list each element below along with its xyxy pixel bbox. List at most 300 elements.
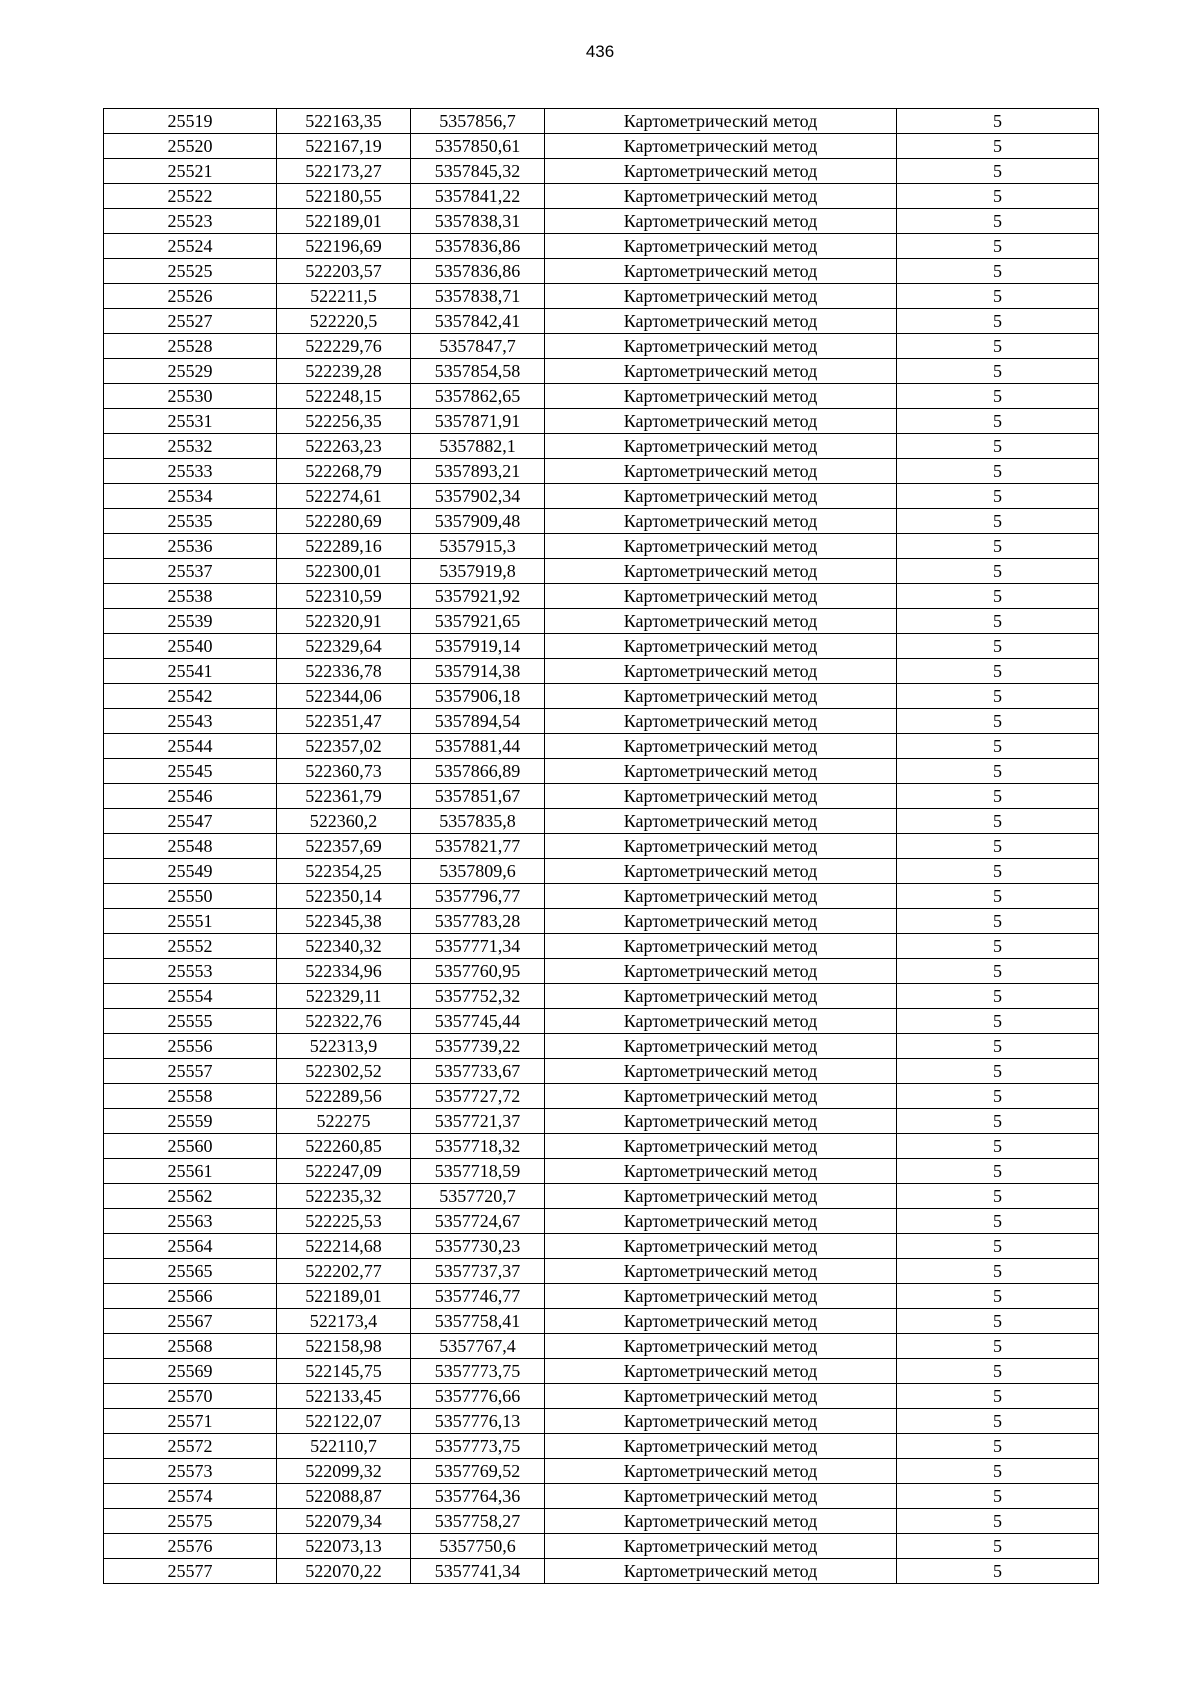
y-coordinate-cell: 5357764,36 <box>411 1484 545 1509</box>
accuracy-cell: 5 <box>897 709 1099 734</box>
y-coordinate-cell: 5357894,54 <box>411 709 545 734</box>
method-cell: Картометрический метод <box>545 809 897 834</box>
table-row <box>104 559 1099 584</box>
point-number-cell: 25527 <box>104 309 277 334</box>
x-coordinate-cell: 522340,32 <box>277 934 411 959</box>
accuracy-cell: 5 <box>897 1459 1099 1484</box>
table-row <box>104 834 1099 859</box>
y-coordinate-cell: 5357773,75 <box>411 1359 545 1384</box>
accuracy-cell: 5 <box>897 159 1099 184</box>
y-coordinate-cell: 5357752,32 <box>411 984 545 1009</box>
method-cell: Картометрический метод <box>545 1384 897 1409</box>
table-row <box>104 1409 1099 1434</box>
x-coordinate-cell: 522322,76 <box>277 1009 411 1034</box>
method-cell: Картометрический метод <box>545 959 897 984</box>
point-number-cell: 25567 <box>104 1309 277 1334</box>
point-number-cell: 25570 <box>104 1384 277 1409</box>
y-coordinate-cell: 5357760,95 <box>411 959 545 984</box>
accuracy-cell: 5 <box>897 1259 1099 1284</box>
method-cell: Картометрический метод <box>545 1084 897 1109</box>
y-coordinate-cell: 5357773,75 <box>411 1434 545 1459</box>
accuracy-cell: 5 <box>897 1409 1099 1434</box>
x-coordinate-cell: 522360,73 <box>277 759 411 784</box>
table-row <box>104 1359 1099 1384</box>
method-cell: Картометрический метод <box>545 684 897 709</box>
method-cell: Картометрический метод <box>545 559 897 584</box>
y-coordinate-cell: 5357836,86 <box>411 259 545 284</box>
x-coordinate-cell: 522073,13 <box>277 1534 411 1559</box>
point-number-cell: 25561 <box>104 1159 277 1184</box>
y-coordinate-cell: 5357730,23 <box>411 1234 545 1259</box>
accuracy-cell: 5 <box>897 834 1099 859</box>
accuracy-cell: 5 <box>897 859 1099 884</box>
accuracy-cell: 5 <box>897 1384 1099 1409</box>
table-row <box>104 309 1099 334</box>
point-number-cell: 25537 <box>104 559 277 584</box>
point-number-cell: 25526 <box>104 284 277 309</box>
y-coordinate-cell: 5357836,86 <box>411 234 545 259</box>
accuracy-cell: 5 <box>897 584 1099 609</box>
x-coordinate-cell: 522088,87 <box>277 1484 411 1509</box>
x-coordinate-cell: 522189,01 <box>277 209 411 234</box>
x-coordinate-cell: 522329,11 <box>277 984 411 1009</box>
x-coordinate-cell: 522167,19 <box>277 134 411 159</box>
table-row <box>104 209 1099 234</box>
point-number-cell: 25531 <box>104 409 277 434</box>
method-cell: Картометрический метод <box>545 1434 897 1459</box>
x-coordinate-cell: 522173,27 <box>277 159 411 184</box>
method-cell: Картометрический метод <box>545 984 897 1009</box>
accuracy-cell: 5 <box>897 484 1099 509</box>
y-coordinate-cell: 5357771,34 <box>411 934 545 959</box>
y-coordinate-cell: 5357741,34 <box>411 1559 545 1584</box>
table-row <box>104 734 1099 759</box>
x-coordinate-cell: 522229,76 <box>277 334 411 359</box>
method-cell: Картометрический метод <box>545 1459 897 1484</box>
method-cell: Картометрический метод <box>545 1309 897 1334</box>
method-cell: Картометрический метод <box>545 1534 897 1559</box>
table-row <box>104 284 1099 309</box>
point-number-cell: 25539 <box>104 609 277 634</box>
point-number-cell: 25575 <box>104 1509 277 1534</box>
y-coordinate-cell: 5357739,22 <box>411 1034 545 1059</box>
table-row <box>104 809 1099 834</box>
table-row <box>104 1534 1099 1559</box>
table-row <box>104 1209 1099 1234</box>
accuracy-cell: 5 <box>897 534 1099 559</box>
x-coordinate-cell: 522214,68 <box>277 1234 411 1259</box>
point-number-cell: 25563 <box>104 1209 277 1234</box>
method-cell: Картометрический метод <box>545 1334 897 1359</box>
point-number-cell: 25566 <box>104 1284 277 1309</box>
point-number-cell: 25556 <box>104 1034 277 1059</box>
y-coordinate-cell: 5357842,41 <box>411 309 545 334</box>
method-cell: Картометрический метод <box>545 484 897 509</box>
table-row <box>104 509 1099 534</box>
y-coordinate-cell: 5357750,6 <box>411 1534 545 1559</box>
x-coordinate-cell: 522189,01 <box>277 1284 411 1309</box>
table-row <box>104 234 1099 259</box>
method-cell: Картометрический метод <box>545 1034 897 1059</box>
x-coordinate-cell: 522302,52 <box>277 1059 411 1084</box>
point-number-cell: 25528 <box>104 334 277 359</box>
table-row <box>104 1059 1099 1084</box>
table-row <box>104 1184 1099 1209</box>
method-cell: Картометрический метод <box>545 209 897 234</box>
x-coordinate-cell: 522163,35 <box>277 109 411 134</box>
accuracy-cell: 5 <box>897 1434 1099 1459</box>
point-number-cell: 25530 <box>104 384 277 409</box>
point-number-cell: 25540 <box>104 634 277 659</box>
table-row <box>104 434 1099 459</box>
method-cell: Картометрический метод <box>545 359 897 384</box>
point-number-cell: 25574 <box>104 1484 277 1509</box>
accuracy-cell: 5 <box>897 884 1099 909</box>
method-cell: Картометрический метод <box>545 309 897 334</box>
y-coordinate-cell: 5357758,27 <box>411 1509 545 1534</box>
point-number-cell: 25541 <box>104 659 277 684</box>
table-row <box>104 1159 1099 1184</box>
method-cell: Картометрический метод <box>545 284 897 309</box>
method-cell: Картометрический метод <box>545 884 897 909</box>
coordinates-table-body <box>104 109 1099 1584</box>
accuracy-cell: 5 <box>897 1234 1099 1259</box>
table-row <box>104 1109 1099 1134</box>
method-cell: Картометрический метод <box>545 1009 897 1034</box>
point-number-cell: 25519 <box>104 109 277 134</box>
y-coordinate-cell: 5357724,67 <box>411 1209 545 1234</box>
method-cell: Картометрический метод <box>545 1109 897 1134</box>
x-coordinate-cell: 522320,91 <box>277 609 411 634</box>
point-number-cell: 25572 <box>104 1434 277 1459</box>
y-coordinate-cell: 5357906,18 <box>411 684 545 709</box>
point-number-cell: 25545 <box>104 759 277 784</box>
y-coordinate-cell: 5357856,7 <box>411 109 545 134</box>
x-coordinate-cell: 522260,85 <box>277 1134 411 1159</box>
table-row <box>104 859 1099 884</box>
x-coordinate-cell: 522300,01 <box>277 559 411 584</box>
table-row <box>104 1384 1099 1409</box>
method-cell: Картометрический метод <box>545 184 897 209</box>
y-coordinate-cell: 5357718,32 <box>411 1134 545 1159</box>
x-coordinate-cell: 522158,98 <box>277 1334 411 1359</box>
point-number-cell: 25560 <box>104 1134 277 1159</box>
accuracy-cell: 5 <box>897 959 1099 984</box>
point-number-cell: 25533 <box>104 459 277 484</box>
table-row <box>104 1309 1099 1334</box>
x-coordinate-cell: 522345,38 <box>277 909 411 934</box>
y-coordinate-cell: 5357919,14 <box>411 634 545 659</box>
table-row <box>104 784 1099 809</box>
accuracy-cell: 5 <box>897 784 1099 809</box>
table-row <box>104 609 1099 634</box>
table-row <box>104 484 1099 509</box>
method-cell: Картометрический метод <box>545 1234 897 1259</box>
table-row <box>104 1509 1099 1534</box>
method-cell: Картометрический метод <box>545 734 897 759</box>
point-number-cell: 25534 <box>104 484 277 509</box>
x-coordinate-cell: 522310,59 <box>277 584 411 609</box>
method-cell: Картометрический метод <box>545 659 897 684</box>
accuracy-cell: 5 <box>897 309 1099 334</box>
y-coordinate-cell: 5357909,48 <box>411 509 545 534</box>
table-row <box>104 634 1099 659</box>
y-coordinate-cell: 5357838,71 <box>411 284 545 309</box>
accuracy-cell: 5 <box>897 934 1099 959</box>
y-coordinate-cell: 5357871,91 <box>411 409 545 434</box>
table-row <box>104 459 1099 484</box>
table-row <box>104 134 1099 159</box>
table-row <box>104 1134 1099 1159</box>
accuracy-cell: 5 <box>897 209 1099 234</box>
point-number-cell: 25529 <box>104 359 277 384</box>
table-row <box>104 1559 1099 1584</box>
x-coordinate-cell: 522334,96 <box>277 959 411 984</box>
accuracy-cell: 5 <box>897 284 1099 309</box>
table-row <box>104 909 1099 934</box>
x-coordinate-cell: 522099,32 <box>277 1459 411 1484</box>
point-number-cell: 25523 <box>104 209 277 234</box>
accuracy-cell: 5 <box>897 659 1099 684</box>
accuracy-cell: 5 <box>897 909 1099 934</box>
y-coordinate-cell: 5357783,28 <box>411 909 545 934</box>
table-row <box>104 534 1099 559</box>
table-row <box>104 1484 1099 1509</box>
accuracy-cell: 5 <box>897 1334 1099 1359</box>
point-number-cell: 25543 <box>104 709 277 734</box>
accuracy-cell: 5 <box>897 1484 1099 1509</box>
table-row <box>104 359 1099 384</box>
method-cell: Картометрический метод <box>545 1209 897 1234</box>
y-coordinate-cell: 5357718,59 <box>411 1159 545 1184</box>
point-number-cell: 25558 <box>104 1084 277 1109</box>
method-cell: Картометрический метод <box>545 334 897 359</box>
point-number-cell: 25576 <box>104 1534 277 1559</box>
method-cell: Картометрический метод <box>545 1284 897 1309</box>
accuracy-cell: 5 <box>897 1209 1099 1234</box>
point-number-cell: 25568 <box>104 1334 277 1359</box>
x-coordinate-cell: 522173,4 <box>277 1309 411 1334</box>
y-coordinate-cell: 5357776,13 <box>411 1409 545 1434</box>
x-coordinate-cell: 522336,78 <box>277 659 411 684</box>
point-number-cell: 25547 <box>104 809 277 834</box>
accuracy-cell: 5 <box>897 1134 1099 1159</box>
point-number-cell: 25521 <box>104 159 277 184</box>
y-coordinate-cell: 5357721,37 <box>411 1109 545 1134</box>
method-cell: Картометрический метод <box>545 384 897 409</box>
accuracy-cell: 5 <box>897 1034 1099 1059</box>
method-cell: Картометрический метод <box>545 1159 897 1184</box>
table-row <box>104 409 1099 434</box>
y-coordinate-cell: 5357919,8 <box>411 559 545 584</box>
method-cell: Картометрический метод <box>545 584 897 609</box>
method-cell: Картометрический метод <box>545 509 897 534</box>
method-cell: Картометрический метод <box>545 909 897 934</box>
y-coordinate-cell: 5357921,92 <box>411 584 545 609</box>
point-number-cell: 25557 <box>104 1059 277 1084</box>
accuracy-cell: 5 <box>897 509 1099 534</box>
accuracy-cell: 5 <box>897 1534 1099 1559</box>
y-coordinate-cell: 5357862,65 <box>411 384 545 409</box>
x-coordinate-cell: 522360,2 <box>277 809 411 834</box>
method-cell: Картометрический метод <box>545 109 897 134</box>
table-row <box>104 1084 1099 1109</box>
y-coordinate-cell: 5357914,38 <box>411 659 545 684</box>
accuracy-cell: 5 <box>897 1109 1099 1134</box>
method-cell: Картометрический метод <box>545 859 897 884</box>
coordinates-table <box>103 108 1099 1584</box>
accuracy-cell: 5 <box>897 334 1099 359</box>
accuracy-cell: 5 <box>897 1309 1099 1334</box>
y-coordinate-cell: 5357841,22 <box>411 184 545 209</box>
point-number-cell: 25552 <box>104 934 277 959</box>
y-coordinate-cell: 5357727,72 <box>411 1084 545 1109</box>
table-row <box>104 1284 1099 1309</box>
table-row <box>104 934 1099 959</box>
y-coordinate-cell: 5357720,7 <box>411 1184 545 1209</box>
x-coordinate-cell: 522357,02 <box>277 734 411 759</box>
point-number-cell: 25571 <box>104 1409 277 1434</box>
method-cell: Картометрический метод <box>545 459 897 484</box>
table-row <box>104 709 1099 734</box>
point-number-cell: 25532 <box>104 434 277 459</box>
point-number-cell: 25549 <box>104 859 277 884</box>
x-coordinate-cell: 522351,47 <box>277 709 411 734</box>
y-coordinate-cell: 5357758,41 <box>411 1309 545 1334</box>
table-row <box>104 1459 1099 1484</box>
y-coordinate-cell: 5357847,7 <box>411 334 545 359</box>
x-coordinate-cell: 522235,32 <box>277 1184 411 1209</box>
point-number-cell: 25544 <box>104 734 277 759</box>
method-cell: Картометрический метод <box>545 1259 897 1284</box>
method-cell: Картометрический метод <box>545 234 897 259</box>
x-coordinate-cell: 522196,69 <box>277 234 411 259</box>
method-cell: Картометрический метод <box>545 634 897 659</box>
table-row <box>104 984 1099 1009</box>
method-cell: Картометрический метод <box>545 1184 897 1209</box>
x-coordinate-cell: 522263,23 <box>277 434 411 459</box>
accuracy-cell: 5 <box>897 559 1099 584</box>
accuracy-cell: 5 <box>897 1159 1099 1184</box>
method-cell: Картометрический метод <box>545 1134 897 1159</box>
point-number-cell: 25524 <box>104 234 277 259</box>
method-cell: Картометрический метод <box>545 759 897 784</box>
point-number-cell: 25536 <box>104 534 277 559</box>
accuracy-cell: 5 <box>897 609 1099 634</box>
x-coordinate-cell: 522070,22 <box>277 1559 411 1584</box>
point-number-cell: 25546 <box>104 784 277 809</box>
method-cell: Картометрический метод <box>545 609 897 634</box>
accuracy-cell: 5 <box>897 984 1099 1009</box>
method-cell: Картометрический метод <box>545 259 897 284</box>
table-row <box>104 109 1099 134</box>
y-coordinate-cell: 5357850,61 <box>411 134 545 159</box>
x-coordinate-cell: 522361,79 <box>277 784 411 809</box>
x-coordinate-cell: 522247,09 <box>277 1159 411 1184</box>
y-coordinate-cell: 5357882,1 <box>411 434 545 459</box>
x-coordinate-cell: 522203,57 <box>277 259 411 284</box>
y-coordinate-cell: 5357767,4 <box>411 1334 545 1359</box>
table-row <box>104 1034 1099 1059</box>
y-coordinate-cell: 5357866,89 <box>411 759 545 784</box>
y-coordinate-cell: 5357881,44 <box>411 734 545 759</box>
accuracy-cell: 5 <box>897 1084 1099 1109</box>
accuracy-cell: 5 <box>897 259 1099 284</box>
accuracy-cell: 5 <box>897 134 1099 159</box>
y-coordinate-cell: 5357769,52 <box>411 1459 545 1484</box>
table-row <box>104 1009 1099 1034</box>
method-cell: Картометрический метод <box>545 1359 897 1384</box>
point-number-cell: 25555 <box>104 1009 277 1034</box>
table-row <box>104 159 1099 184</box>
accuracy-cell: 5 <box>897 1059 1099 1084</box>
y-coordinate-cell: 5357746,77 <box>411 1284 545 1309</box>
x-coordinate-cell: 522145,75 <box>277 1359 411 1384</box>
accuracy-cell: 5 <box>897 184 1099 209</box>
point-number-cell: 25548 <box>104 834 277 859</box>
point-number-cell: 25559 <box>104 1109 277 1134</box>
x-coordinate-cell: 522357,69 <box>277 834 411 859</box>
y-coordinate-cell: 5357835,8 <box>411 809 545 834</box>
x-coordinate-cell: 522354,25 <box>277 859 411 884</box>
x-coordinate-cell: 522122,07 <box>277 1409 411 1434</box>
y-coordinate-cell: 5357776,66 <box>411 1384 545 1409</box>
table-row <box>104 1259 1099 1284</box>
point-number-cell: 25542 <box>104 684 277 709</box>
point-number-cell: 25554 <box>104 984 277 1009</box>
method-cell: Картометрический метод <box>545 1509 897 1534</box>
y-coordinate-cell: 5357915,3 <box>411 534 545 559</box>
method-cell: Картометрический метод <box>545 784 897 809</box>
accuracy-cell: 5 <box>897 634 1099 659</box>
y-coordinate-cell: 5357821,77 <box>411 834 545 859</box>
y-coordinate-cell: 5357737,37 <box>411 1259 545 1284</box>
x-coordinate-cell: 522225,53 <box>277 1209 411 1234</box>
y-coordinate-cell: 5357854,58 <box>411 359 545 384</box>
method-cell: Картометрический метод <box>545 1409 897 1434</box>
accuracy-cell: 5 <box>897 809 1099 834</box>
accuracy-cell: 5 <box>897 1559 1099 1584</box>
x-coordinate-cell: 522280,69 <box>277 509 411 534</box>
table-row <box>104 884 1099 909</box>
accuracy-cell: 5 <box>897 1509 1099 1534</box>
method-cell: Картометрический метод <box>545 1059 897 1084</box>
accuracy-cell: 5 <box>897 234 1099 259</box>
x-coordinate-cell: 522110,7 <box>277 1434 411 1459</box>
accuracy-cell: 5 <box>897 109 1099 134</box>
method-cell: Картометрический метод <box>545 709 897 734</box>
table-row <box>104 684 1099 709</box>
accuracy-cell: 5 <box>897 1359 1099 1384</box>
method-cell: Картометрический метод <box>545 409 897 434</box>
accuracy-cell: 5 <box>897 459 1099 484</box>
accuracy-cell: 5 <box>897 734 1099 759</box>
method-cell: Картометрический метод <box>545 134 897 159</box>
point-number-cell: 25525 <box>104 259 277 284</box>
point-number-cell: 25564 <box>104 1234 277 1259</box>
y-coordinate-cell: 5357921,65 <box>411 609 545 634</box>
x-coordinate-cell: 522256,35 <box>277 409 411 434</box>
x-coordinate-cell: 522350,14 <box>277 884 411 909</box>
accuracy-cell: 5 <box>897 1184 1099 1209</box>
table-row <box>104 1434 1099 1459</box>
x-coordinate-cell: 522289,56 <box>277 1084 411 1109</box>
point-number-cell: 25538 <box>104 584 277 609</box>
method-cell: Картометрический метод <box>545 434 897 459</box>
table-row <box>104 1234 1099 1259</box>
x-coordinate-cell: 522180,55 <box>277 184 411 209</box>
x-coordinate-cell: 522202,77 <box>277 1259 411 1284</box>
